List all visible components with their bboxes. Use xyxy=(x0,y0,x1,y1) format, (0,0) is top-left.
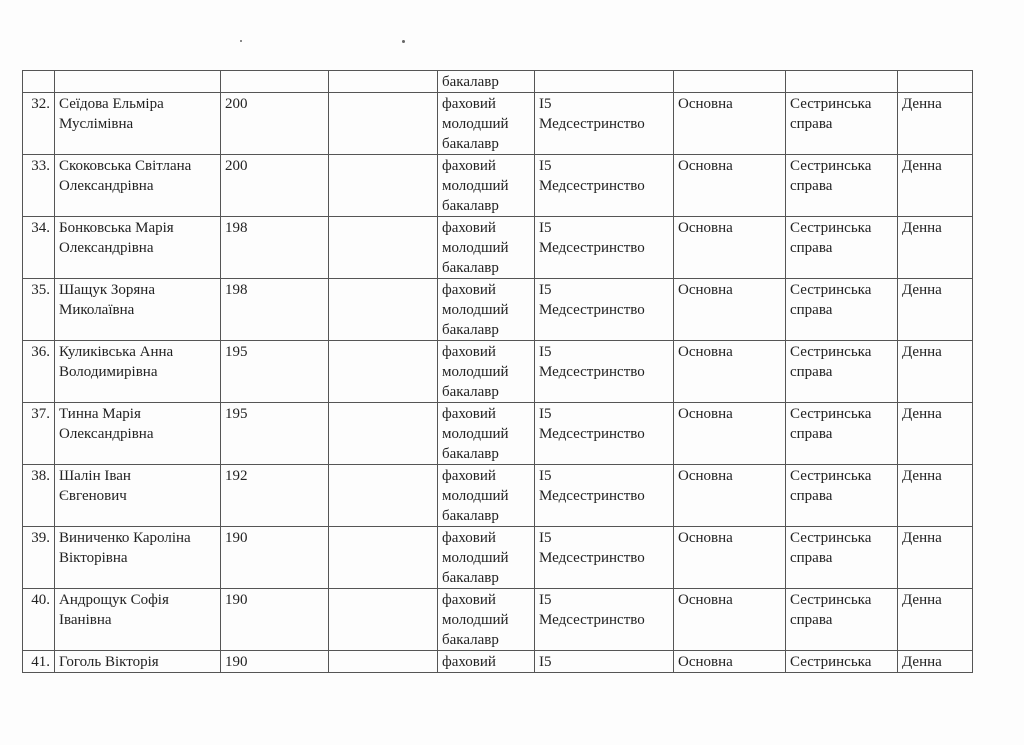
full-name-line: Іванівна xyxy=(59,612,112,628)
empty-cell xyxy=(329,155,438,217)
study-program-line: Сестринська xyxy=(790,344,872,360)
full-name xyxy=(55,465,221,527)
specialty-line: Медсестринство xyxy=(539,116,645,132)
education-level-line: молодший xyxy=(442,488,509,504)
specialty-line: I5 xyxy=(539,592,552,608)
specialty xyxy=(535,155,674,217)
empty-cell xyxy=(329,403,438,465)
level-cell: бакалавр xyxy=(438,71,535,93)
specialty-line: Медсестринство xyxy=(539,426,645,442)
education-level-line: фаховий xyxy=(442,592,496,608)
study-program xyxy=(786,155,898,217)
specialty xyxy=(535,279,674,341)
education-level xyxy=(438,93,535,155)
specialty-line: Медсестринство xyxy=(539,488,645,504)
education-level-line: молодший xyxy=(442,364,509,380)
table-row xyxy=(23,155,973,217)
study-program: Сестринська xyxy=(786,651,898,673)
table-row xyxy=(23,527,973,589)
table-row xyxy=(23,589,973,651)
study-program xyxy=(786,465,898,527)
funding-basis: Основна xyxy=(674,403,786,465)
full-name xyxy=(55,155,221,217)
score: 198 xyxy=(221,279,329,341)
full-name-line: Вікторівна xyxy=(59,550,128,566)
funding-basis: Основна xyxy=(674,155,786,217)
study-program-line: Сестринська xyxy=(790,158,872,174)
full-name-line: Шалін Іван xyxy=(59,468,131,484)
study-program-line: справа xyxy=(790,302,833,318)
education-level-line: бакалавр xyxy=(442,384,499,400)
score: 195 xyxy=(221,403,329,465)
specialty-line: I5 xyxy=(539,96,552,112)
score: 198 xyxy=(221,217,329,279)
score: 190 xyxy=(221,527,329,589)
funding-basis: Основна xyxy=(674,527,786,589)
education-level-line: бакалавр xyxy=(442,570,499,586)
education-level-line: бакалавр xyxy=(442,508,499,524)
scan-speck xyxy=(402,40,405,43)
specialty-line: I5 xyxy=(539,158,552,174)
empty-cell xyxy=(329,341,438,403)
empty-cell xyxy=(329,589,438,651)
study-form: Денна xyxy=(898,93,973,155)
full-name-line: Володимирівна xyxy=(59,364,158,380)
specialty xyxy=(535,403,674,465)
study-program xyxy=(786,93,898,155)
study-program xyxy=(786,279,898,341)
full-name-line: Скоковська Світлана xyxy=(59,158,192,174)
row-number: 32. xyxy=(23,93,55,155)
row-number: 38. xyxy=(23,465,55,527)
full-name-line: Миколаївна xyxy=(59,302,135,318)
row-number: 35. xyxy=(23,279,55,341)
education-level xyxy=(438,589,535,651)
education-level-line: бакалавр xyxy=(442,260,499,276)
education-level-line: бакалавр xyxy=(442,446,499,462)
education-level-line: молодший xyxy=(442,550,509,566)
specialty: I5 xyxy=(535,651,674,673)
applicants-table xyxy=(22,70,973,673)
study-program-line: справа xyxy=(790,612,833,628)
full-name-line: Муслімівна xyxy=(59,116,134,132)
education-level-line: фаховий xyxy=(442,344,496,360)
full-name-line: Андрощук Софія xyxy=(59,592,169,608)
education-level-line: фаховий xyxy=(442,530,496,546)
education-level-line: молодший xyxy=(442,426,509,442)
study-program xyxy=(786,217,898,279)
specialty-line: I5 xyxy=(539,530,552,546)
study-program-line: справа xyxy=(790,426,833,442)
full-name-line: Олександрівна xyxy=(59,426,154,442)
full-name: Гоголь Вікторія xyxy=(55,651,221,673)
education-level xyxy=(438,279,535,341)
score: 190 xyxy=(221,589,329,651)
score: 200 xyxy=(221,155,329,217)
specialty xyxy=(535,217,674,279)
full-name xyxy=(55,403,221,465)
education-level-line: фаховий xyxy=(442,282,496,298)
specialty-line: I5 xyxy=(539,406,552,422)
specialty-line: I5 xyxy=(539,468,552,484)
education-level-line: бакалавр xyxy=(442,632,499,648)
funding-basis: Основна xyxy=(674,93,786,155)
row-number: 33. xyxy=(23,155,55,217)
specialty-line: I5 xyxy=(539,282,552,298)
study-program xyxy=(786,589,898,651)
study-program xyxy=(786,527,898,589)
education-level: фаховий xyxy=(438,651,535,673)
study-form: Денна xyxy=(898,217,973,279)
study-program-line: Сестринська xyxy=(790,96,872,112)
education-level-line: фаховий xyxy=(442,158,496,174)
specialty xyxy=(535,527,674,589)
table-body xyxy=(23,71,973,673)
funding-basis: Основна xyxy=(674,465,786,527)
study-program-line: справа xyxy=(790,364,833,380)
full-name-line: Євгенович xyxy=(59,488,127,504)
study-program-line: справа xyxy=(790,488,833,504)
study-form: Денна xyxy=(898,341,973,403)
education-level xyxy=(438,465,535,527)
empty-cell xyxy=(329,279,438,341)
table-row xyxy=(23,403,973,465)
specialty-line: Медсестринство xyxy=(539,364,645,380)
full-name-line: Сеїдова Ельміра xyxy=(59,96,164,112)
study-program-line: Сестринська xyxy=(790,282,872,298)
study-program xyxy=(786,403,898,465)
full-name-line: Куликівська Анна xyxy=(59,344,174,360)
full-name-line: Виниченко Кароліна xyxy=(59,530,191,546)
full-name-line: Тинна Марія xyxy=(59,406,141,422)
education-level-line: молодший xyxy=(442,302,509,318)
education-level-line: молодший xyxy=(442,116,509,132)
study-program xyxy=(786,341,898,403)
education-level xyxy=(438,217,535,279)
specialty-line: Медсестринство xyxy=(539,178,645,194)
specialty-line: Медсестринство xyxy=(539,302,645,318)
row-number: 39. xyxy=(23,527,55,589)
row-number: 34. xyxy=(23,217,55,279)
study-form: Денна xyxy=(898,651,973,673)
specialty xyxy=(535,93,674,155)
score: 190 xyxy=(221,651,329,673)
study-form: Денна xyxy=(898,279,973,341)
full-name-line: Олександрівна xyxy=(59,178,154,194)
education-level-line: бакалавр xyxy=(442,322,499,338)
table-row xyxy=(23,465,973,527)
score: 195 xyxy=(221,341,329,403)
education-level xyxy=(438,403,535,465)
table-row-continued xyxy=(23,71,973,93)
funding-basis: Основна xyxy=(674,589,786,651)
education-level-line: молодший xyxy=(442,612,509,628)
specialty xyxy=(535,465,674,527)
study-program-line: справа xyxy=(790,178,833,194)
table-row xyxy=(23,93,973,155)
study-program-line: Сестринська xyxy=(790,406,872,422)
education-level-line: бакалавр xyxy=(442,136,499,152)
specialty xyxy=(535,341,674,403)
row-number: 40. xyxy=(23,589,55,651)
full-name xyxy=(55,589,221,651)
table-row xyxy=(23,651,973,673)
education-level-line: молодший xyxy=(442,178,509,194)
funding-basis: Основна xyxy=(674,341,786,403)
funding-basis: Основна xyxy=(674,217,786,279)
study-form: Денна xyxy=(898,527,973,589)
row-number: 36. xyxy=(23,341,55,403)
score: 192 xyxy=(221,465,329,527)
study-program-line: справа xyxy=(790,116,833,132)
education-level-line: фаховий xyxy=(442,96,496,112)
specialty xyxy=(535,589,674,651)
full-name xyxy=(55,279,221,341)
table-row xyxy=(23,341,973,403)
study-program-line: справа xyxy=(790,550,833,566)
full-name xyxy=(55,93,221,155)
education-level-line: бакалавр xyxy=(442,198,499,214)
study-form: Денна xyxy=(898,589,973,651)
row-number: 37. xyxy=(23,403,55,465)
education-level xyxy=(438,155,535,217)
specialty-line: Медсестринство xyxy=(539,612,645,628)
table-row xyxy=(23,279,973,341)
table-row xyxy=(23,217,973,279)
full-name-line: Бонковська Марія xyxy=(59,220,174,236)
study-program-line: Сестринська xyxy=(790,468,872,484)
study-program-line: справа xyxy=(790,240,833,256)
education-level-line: фаховий xyxy=(442,220,496,236)
full-name xyxy=(55,341,221,403)
study-program-line: Сестринська xyxy=(790,530,872,546)
full-name xyxy=(55,527,221,589)
empty-cell xyxy=(329,465,438,527)
study-program-line: Сестринська xyxy=(790,220,872,236)
score: 200 xyxy=(221,93,329,155)
study-form: Денна xyxy=(898,155,973,217)
empty-cell xyxy=(329,93,438,155)
row-number: 41. xyxy=(23,651,55,673)
study-form: Денна xyxy=(898,465,973,527)
specialty-line: Медсестринство xyxy=(539,240,645,256)
empty-cell xyxy=(329,527,438,589)
empty-cell xyxy=(329,217,438,279)
education-level xyxy=(438,341,535,403)
specialty-line: I5 xyxy=(539,220,552,236)
funding-basis: Основна xyxy=(674,651,786,673)
full-name-line: Олександрівна xyxy=(59,240,154,256)
specialty-line: Медсестринство xyxy=(539,550,645,566)
education-level xyxy=(438,527,535,589)
full-name xyxy=(55,217,221,279)
funding-basis: Основна xyxy=(674,279,786,341)
full-name-line: Шащук Зоряна xyxy=(59,282,155,298)
study-form: Денна xyxy=(898,403,973,465)
empty-cell xyxy=(329,651,438,673)
specialty-line: I5 xyxy=(539,344,552,360)
education-level-line: фаховий xyxy=(442,468,496,484)
education-level-line: фаховий xyxy=(442,406,496,422)
education-level-line: молодший xyxy=(442,240,509,256)
scan-speck xyxy=(240,40,242,42)
study-program-line: Сестринська xyxy=(790,592,872,608)
